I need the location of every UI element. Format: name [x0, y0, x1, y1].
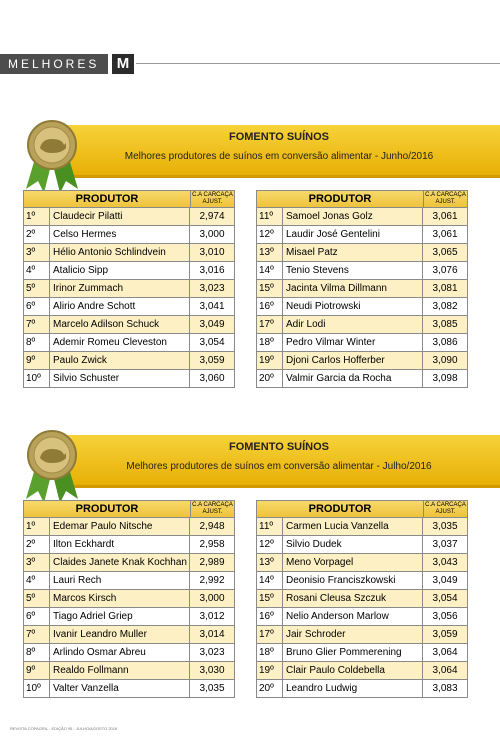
- value-cell: 3,056: [422, 608, 467, 625]
- table-row: [257, 370, 467, 387]
- value-cell: 3,012: [189, 608, 234, 625]
- rank-cell: 5º: [24, 590, 50, 607]
- value-cell: 3,035: [422, 518, 467, 535]
- name-cell: Alirio Andre Schott: [53, 301, 136, 312]
- name-cell: Jair Schroder: [286, 629, 346, 640]
- banner-title: FOMENTO SUÍNOS: [228, 131, 330, 143]
- name-cell: Ademir Romeu Cleveston: [53, 337, 167, 348]
- name-cell: Bruno Glier Pommerening: [286, 647, 402, 658]
- value-cell: 3,054: [189, 334, 234, 351]
- value-cell: 3,059: [422, 626, 467, 643]
- rank-cell: 1º: [24, 208, 50, 225]
- rank-cell: 11º: [257, 518, 283, 535]
- rank-cell: 20º: [257, 370, 283, 387]
- table-row: [24, 626, 234, 644]
- value-cell: 3,061: [422, 208, 467, 225]
- value-cell: 3,059: [189, 352, 234, 369]
- table-row: [257, 280, 467, 298]
- value-cell: 3,016: [189, 262, 234, 279]
- name-cell: Lauri Rech: [53, 575, 102, 586]
- table-header: [257, 501, 467, 518]
- table-row: [24, 298, 234, 316]
- banner-subtitle: Melhores produtores de suínos em conversão alimentar - Junho/2016: [124, 151, 434, 162]
- rank-cell: 9º: [24, 352, 50, 369]
- table-row: [257, 298, 467, 316]
- col-produtor: PRODUTOR: [75, 503, 139, 515]
- name-cell: Arlindo Osmar Abreu: [53, 647, 146, 658]
- value-cell: 3,014: [189, 626, 234, 643]
- table-row: [24, 226, 234, 244]
- name-cell: Clair Paulo Coldebella: [286, 665, 385, 676]
- table-row: [257, 590, 467, 608]
- ranking-table-right: [256, 190, 468, 388]
- section-banner: [58, 125, 500, 178]
- rank-cell: 6º: [24, 608, 50, 625]
- col-produtor: PRODUTOR: [308, 193, 372, 205]
- medal-icon: [22, 115, 82, 195]
- rank-cell: 19º: [257, 352, 283, 369]
- value-cell: 3,049: [422, 572, 467, 589]
- name-cell: Atalicio Sipp: [53, 265, 109, 276]
- table-row: [257, 226, 467, 244]
- rank-cell: 8º: [24, 334, 50, 351]
- rank-cell: 7º: [24, 626, 50, 643]
- name-cell: Meno Vorpagel: [286, 557, 354, 568]
- name-cell: Leandro Ludwig: [286, 683, 358, 694]
- ranking-section-july: [0, 425, 500, 695]
- rank-cell: 12º: [257, 536, 283, 553]
- table-row: [24, 316, 234, 334]
- name-cell: Deonisio Franciszkowski: [286, 575, 396, 586]
- name-cell: Edemar Paulo Nitsche: [53, 521, 153, 532]
- rank-cell: 20º: [257, 680, 283, 697]
- table-row: [24, 370, 234, 387]
- table-row: [24, 208, 234, 226]
- table-row: [257, 262, 467, 280]
- table-row: [257, 662, 467, 680]
- value-cell: 2,992: [189, 572, 234, 589]
- name-cell: Laudir José Gentelini: [286, 229, 380, 240]
- value-cell: 3,064: [422, 644, 467, 661]
- table-row: [24, 334, 234, 352]
- rank-cell: 13º: [257, 554, 283, 571]
- value-cell: 3,098: [422, 370, 467, 387]
- table-row: [24, 680, 234, 697]
- table-row: [257, 536, 467, 554]
- header-divider: [136, 63, 500, 64]
- value-cell: 3,037: [422, 536, 467, 553]
- col-produtor: PRODUTOR: [75, 193, 139, 205]
- value-cell: 3,061: [422, 226, 467, 243]
- value-cell: 3,023: [189, 280, 234, 297]
- name-cell: Pedro Vilmar Winter: [286, 337, 376, 348]
- banner-subtitle: Melhores produtores de suínos em conversão alimentar - Julho/2016: [126, 461, 432, 472]
- rank-cell: 1º: [24, 518, 50, 535]
- table-row: [257, 316, 467, 334]
- value-cell: 3,082: [422, 298, 467, 315]
- table-row: [257, 572, 467, 590]
- table-row: [24, 352, 234, 370]
- col-ca: C.A CARCAÇA AJUST.: [423, 501, 467, 517]
- rank-cell: 19º: [257, 662, 283, 679]
- rank-cell: 5º: [24, 280, 50, 297]
- value-cell: 3,085: [422, 316, 467, 333]
- value-cell: 3,000: [189, 226, 234, 243]
- rank-cell: 13º: [257, 244, 283, 261]
- rank-cell: 3º: [24, 244, 50, 261]
- name-cell: Ilton Eckhardt: [53, 539, 115, 550]
- name-cell: Nelio Anderson Marlow: [286, 611, 389, 622]
- table-row: [257, 244, 467, 262]
- medal-icon: [22, 425, 82, 505]
- table-row: [257, 626, 467, 644]
- rank-cell: 2º: [24, 536, 50, 553]
- rank-cell: 15º: [257, 280, 283, 297]
- rank-cell: 3º: [24, 554, 50, 571]
- rank-cell: 15º: [257, 590, 283, 607]
- name-cell: Hélio Antonio Schlindvein: [53, 247, 166, 258]
- name-cell: Claudecir Pilatti: [53, 211, 123, 222]
- value-cell: 3,043: [422, 554, 467, 571]
- value-cell: 3,010: [189, 244, 234, 261]
- value-cell: 3,060: [189, 370, 234, 387]
- value-cell: 3,065: [422, 244, 467, 261]
- value-cell: 3,083: [422, 680, 467, 697]
- table-row: [257, 554, 467, 572]
- name-cell: Celso Hermes: [53, 229, 117, 240]
- value-cell: 3,049: [189, 316, 234, 333]
- rank-cell: 17º: [257, 316, 283, 333]
- table-row: [257, 334, 467, 352]
- rank-cell: 18º: [257, 644, 283, 661]
- section-banner: [58, 435, 500, 488]
- table-row: [24, 262, 234, 280]
- value-cell: 3,030: [189, 662, 234, 679]
- table-row: [24, 644, 234, 662]
- table-row: [257, 518, 467, 536]
- name-cell: Jacinta Vilma Dillmann: [286, 283, 387, 294]
- value-cell: 3,064: [422, 662, 467, 679]
- table-header: [24, 501, 234, 518]
- rank-cell: 6º: [24, 298, 50, 315]
- rank-cell: 12º: [257, 226, 283, 243]
- rank-cell: 11º: [257, 208, 283, 225]
- table-row: [257, 352, 467, 370]
- ranking-table-right: [256, 500, 468, 698]
- name-cell: Samoel Jonas Golz: [286, 211, 373, 222]
- value-cell: 2,974: [189, 208, 234, 225]
- table-row: [257, 208, 467, 226]
- rank-cell: 10º: [24, 680, 50, 697]
- section-label: MELHORES: [0, 54, 108, 74]
- name-cell: Marcos Kirsch: [53, 593, 117, 604]
- ranking-table-left: [23, 190, 235, 388]
- value-cell: 3,000: [189, 590, 234, 607]
- page-footer: REVISTA COPAGRIL - EDIÇÃO 95 - JULHO/AGOSTO 2016: [10, 726, 118, 731]
- value-cell: 3,090: [422, 352, 467, 369]
- rank-cell: 2º: [24, 226, 50, 243]
- name-cell: Valter Vanzella: [53, 683, 119, 694]
- value-cell: 3,054: [422, 590, 467, 607]
- name-cell: Marcelo Adilson Schuck: [53, 319, 160, 330]
- name-cell: Irinor Zummach: [53, 283, 124, 294]
- rank-cell: 7º: [24, 316, 50, 333]
- banner-title: FOMENTO SUÍNOS: [228, 441, 330, 453]
- table-row: [24, 554, 234, 572]
- col-produtor: PRODUTOR: [308, 503, 372, 515]
- name-cell: Tenio Stevens: [286, 265, 349, 276]
- rank-cell: 14º: [257, 572, 283, 589]
- col-ca: C.A CARCAÇA AJUST.: [190, 191, 234, 207]
- rank-cell: 4º: [24, 572, 50, 589]
- rank-cell: 14º: [257, 262, 283, 279]
- value-cell: 2,989: [189, 554, 234, 571]
- rank-cell: 16º: [257, 298, 283, 315]
- value-cell: 3,041: [189, 298, 234, 315]
- rank-cell: 16º: [257, 608, 283, 625]
- table-row: [24, 590, 234, 608]
- name-cell: Rosani Cleusa Szczuk: [286, 593, 387, 604]
- table-row: [24, 280, 234, 298]
- name-cell: Silvio Dudek: [286, 539, 342, 550]
- table-row: [24, 518, 234, 536]
- name-cell: Claides Janete Knak Kochhan: [53, 557, 187, 568]
- table-row: [257, 608, 467, 626]
- name-cell: Realdo Follmann: [53, 665, 129, 676]
- page-header: [0, 54, 500, 74]
- rank-cell: 17º: [257, 626, 283, 643]
- magazine-badge: M: [112, 54, 134, 74]
- rank-cell: 8º: [24, 644, 50, 661]
- table-row: [24, 536, 234, 554]
- value-cell: 2,948: [189, 518, 234, 535]
- name-cell: Carmen Lucia Vanzella: [286, 521, 389, 532]
- value-cell: 3,076: [422, 262, 467, 279]
- name-cell: Tiago Adriel Griep: [53, 611, 133, 622]
- table-header: [257, 191, 467, 208]
- rank-cell: 4º: [24, 262, 50, 279]
- rank-cell: 10º: [24, 370, 50, 387]
- name-cell: Paulo Zwick: [53, 355, 107, 366]
- name-cell: Silvio Schuster: [53, 373, 120, 384]
- table-row: [24, 572, 234, 590]
- table-row: [24, 608, 234, 626]
- name-cell: Adir Lodi: [286, 319, 326, 330]
- name-cell: Misael Patz: [286, 247, 338, 258]
- name-cell: Neudi Piotrowski: [286, 301, 361, 312]
- rank-cell: 18º: [257, 334, 283, 351]
- table-row: [257, 680, 467, 697]
- value-cell: 3,023: [189, 644, 234, 661]
- value-cell: 2,958: [189, 536, 234, 553]
- table-row: [24, 662, 234, 680]
- col-ca: C.A CARCAÇA AJUST.: [423, 191, 467, 207]
- value-cell: 3,081: [422, 280, 467, 297]
- col-ca: C.A CARCAÇA AJUST.: [190, 501, 234, 517]
- value-cell: 3,035: [189, 680, 234, 697]
- table-header: [24, 191, 234, 208]
- name-cell: Valmir Garcia da Rocha: [286, 373, 392, 384]
- ranking-table-left: [23, 500, 235, 698]
- rank-cell: 9º: [24, 662, 50, 679]
- table-row: [24, 244, 234, 262]
- value-cell: 3,086: [422, 334, 467, 351]
- table-row: [257, 644, 467, 662]
- name-cell: Djoni Carlos Hofferber: [286, 355, 385, 366]
- ranking-section-june: [0, 115, 500, 385]
- name-cell: Ivanir Leandro Muller: [53, 629, 147, 640]
